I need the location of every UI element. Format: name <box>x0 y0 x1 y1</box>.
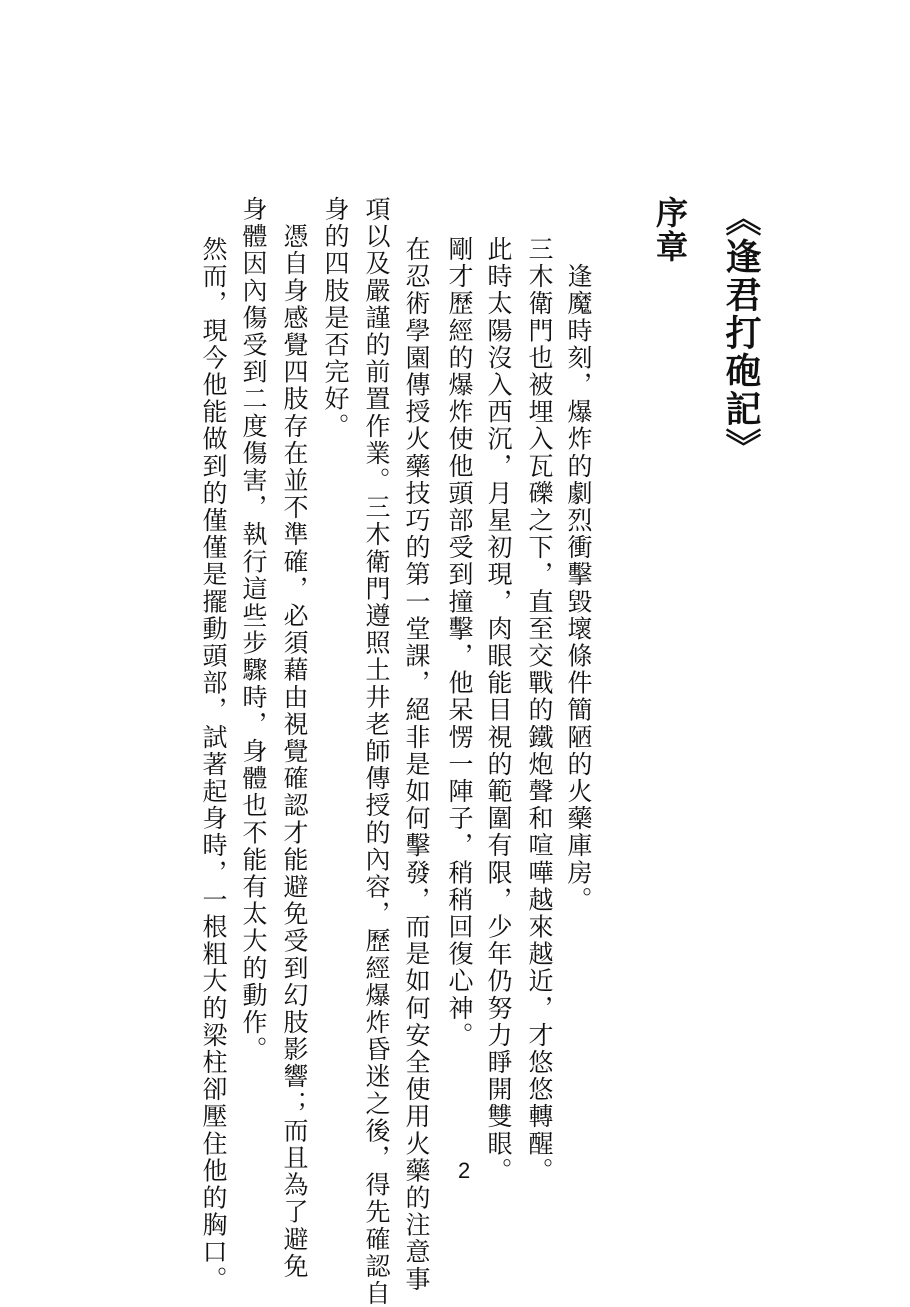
text-line: 身的四肢是否完好。 <box>321 196 350 440</box>
text-line: 剛才歷經的爆炸使他頭部受到撞擊，他呆愣一陣子，稍稍回復心神。 <box>445 236 474 1049</box>
text-line: 三木衛門也被埋入瓦礫之下，直至交戰的鐵炮聲和喧嘩越來越近，才悠悠轉醒。 <box>525 236 554 1185</box>
text-line: 然而，現今他能做到的僅僅是擺動頭部，試著起身時，一根粗大的梁柱卻壓住他的胸口。 <box>199 236 228 1293</box>
book-title: 《逢君打砲記》 <box>720 200 761 466</box>
text-line: 身體因內傷受到二度傷害，執行這些步驟時，身體也不能有太大的動作。 <box>239 196 268 1064</box>
page-number: 2 <box>458 1158 471 1183</box>
chapter-title: 序章 <box>651 196 689 264</box>
text-line: 憑自身感覺四肢存在並不準確，必須藉由視覺確認才能避免受到幻肢影響；而且為了避免 <box>280 196 309 1280</box>
text-line: 項以及嚴謹的前置作業。三木衛門遵照土井老師傳授的內容，歷經爆炸昏迷之後，得先確認自 <box>362 196 391 1307</box>
text-line: 在忍術學園傳授火藥技巧的第一堂課，絕非是如何擊發，而是如何安全使用火藥的注意事 <box>402 236 431 1293</box>
text-line: 此時太陽沒入西沉，月星初現，肉眼能目視的範圍有限，少年仍努力睜開雙眼。 <box>484 236 513 1185</box>
text-line: 逢魔時刻，爆炸的劇烈衝擊毀壞條件簡陋的火藥庫房。 <box>564 236 593 914</box>
